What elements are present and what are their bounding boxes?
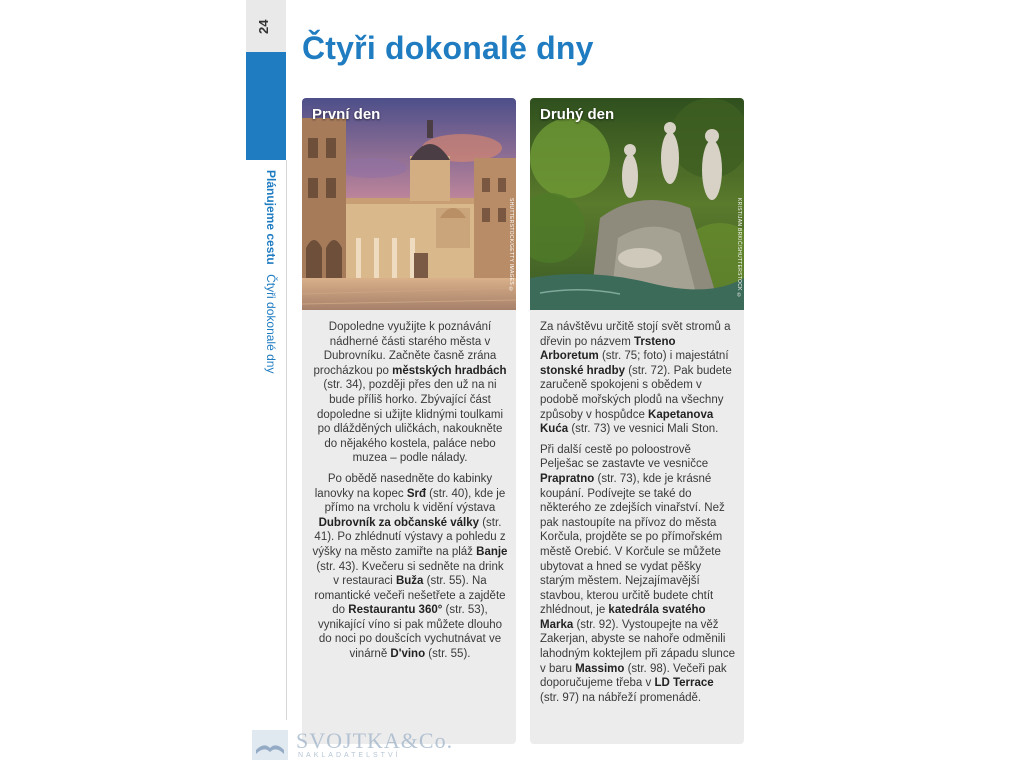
- publisher-brand: SVOJTKA&Co.: [296, 728, 454, 753]
- photo-credit-2: KRISTIJAN BRKIĆ/SHUTTERSTOCK ©: [736, 198, 742, 299]
- photo-credit-1: SHUTTERSTOCK/GETTY IMAGES ©: [508, 198, 514, 294]
- dubrovnik-cathedral-photo: [302, 98, 516, 310]
- day-1-label: První den: [312, 106, 381, 123]
- day-card-1: [302, 98, 516, 744]
- publisher-sub: NAKLADATELSTVÍ: [298, 752, 401, 759]
- running-header-section: Plánujeme cestu: [264, 170, 278, 265]
- book-logo-icon: [252, 730, 288, 760]
- running-header-chapter: Čtyři dokonalé dny: [264, 274, 278, 374]
- trsteno-arboretum-fountain-photo: [530, 98, 744, 310]
- day-1-text: Dopoledne využijte k poznávání nádherné části starého města v Dubrovníku. Začněte časně zrána procházkou po městských hradbách (str. 34), později přes den už na ni bude příliš horko. Zbývající část dopoledne si užijte klidnými toulkami po dlážděných uličkách, nakoukněte do nějakého kostela, paláce nebo muzea – podle nálady. Po obědě nasedněte do kabinky lanovky na kopec Srđ (str. 40), kde je přímo na vrcholu k vidění výstava Dubrovník za občanské války (str. 41). Po zhlédnutí výstavy a pohledu z výšky na město zamiřte na pláž Banje (str. 43). Kvečeru si sedněte na drink v restauraci Buža (str. 55). Na romantické večeři nešetřete a zajděte do Restaurantu 360° (str. 53), vynikající víno si pak můžete dlouho do noci po doušcích vychutnávat ve vinárně D'vino (str. 55).: [312, 321, 508, 661]
- page-title: Čtyři dokonalé dny: [302, 30, 594, 66]
- divider: [286, 160, 287, 720]
- running-header: [258, 170, 278, 410]
- page-number: 24: [256, 19, 271, 35]
- day-2-text: Za návštěvu určitě stojí svět stromů a dřevin po názvem Trsteno Arboretum (str. 75; foto) i majestátní stonské hradby (str. 72). Pak budete zaručeně spokojeni s obědem v podobě mořských plodů na všechny způsoby v hospůdce Kapetanova Kuća (str. 73) ve vesnici Mali Ston. Při další cestě po poloostrově Pelješac se zastavte ve vesničce Prapratno (str. 73), kde je krásné koupání. Podívejte se také do některého ze zdejších vinařství. Než pak nastoupíte na přívoz do města Korčula, projděte se po přímořském městě Orebić. V Korčule se můžete ubytovat a hned se vydat pěšky starým městem. Nejzajímavější stavbou, kterou určitě budete chtít zhlédnout, je katedrála svatého Marka (str. 92). Vystoupejte na věž Zakerjan, abyste se nahoře odměnili lahodným koktejlem při západu slunce v baru Massimo (str. 98). Večeři pak doporučujeme třeba v LD Terrace (str. 97) na nábřeží promenádě.: [540, 321, 735, 704]
- day-2-label: Druhý den: [540, 106, 615, 123]
- publisher-watermark: [252, 724, 454, 766]
- day-card-2: [530, 98, 744, 744]
